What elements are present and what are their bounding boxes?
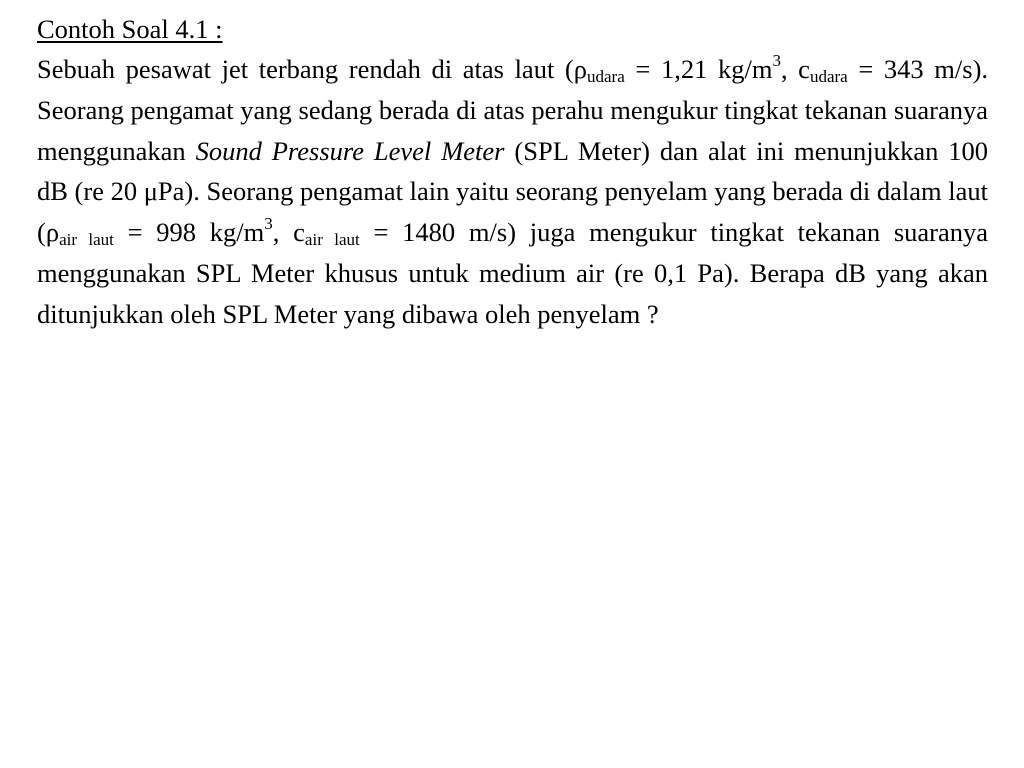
text-segment: = 1,21 kg/m [624, 54, 773, 84]
text-segment: = 1480 m/s) juga mengukur tingkat tekanan suaranya menggunakan SPL Meter khusus untuk medium air (re 0,1 Pa). Berapa dB yang akan ditunjukkan oleh SPL Meter yang dibawa oleh penyelam ? [37, 217, 989, 329]
subscript-air-laut: air laut [59, 230, 114, 250]
text-segment: = 343 m/s). Seorang pengamat yang sedang berada di atas perahu mengukur tingkat tekanan suaranya menggunakan [37, 54, 989, 166]
text-segment: , c [272, 217, 305, 248]
superscript-3: 3 [264, 214, 273, 234]
subscript-air-laut: air laut [304, 230, 360, 250]
subscript-udara: udara [587, 67, 625, 86]
text-segment: (SPL Meter) dan alat ini menunjukkan 100 dB (re 20 μPa). Seorang pengamat lain yaitu seorang penyelam yang berada di dalam laut ( [37, 135, 989, 248]
problem-title: Contoh Soal 4.1 : [37, 14, 223, 44]
text-segment: , c [780, 54, 810, 84]
rho-symbol: ρ [573, 54, 587, 84]
text-segment: Sebuah pesawat jet terbang rendah di atas laut ( [37, 54, 574, 84]
rho-symbol: ρ [45, 217, 60, 248]
italic-term: Sound Pressure Level Meter [195, 135, 505, 166]
superscript-3: 3 [772, 51, 781, 70]
subscript-udara: udara [809, 67, 848, 86]
problem-statement [37, 49, 988, 335]
text-segment: = 998 kg/m [113, 217, 265, 248]
slide-content [37, 9, 988, 335]
